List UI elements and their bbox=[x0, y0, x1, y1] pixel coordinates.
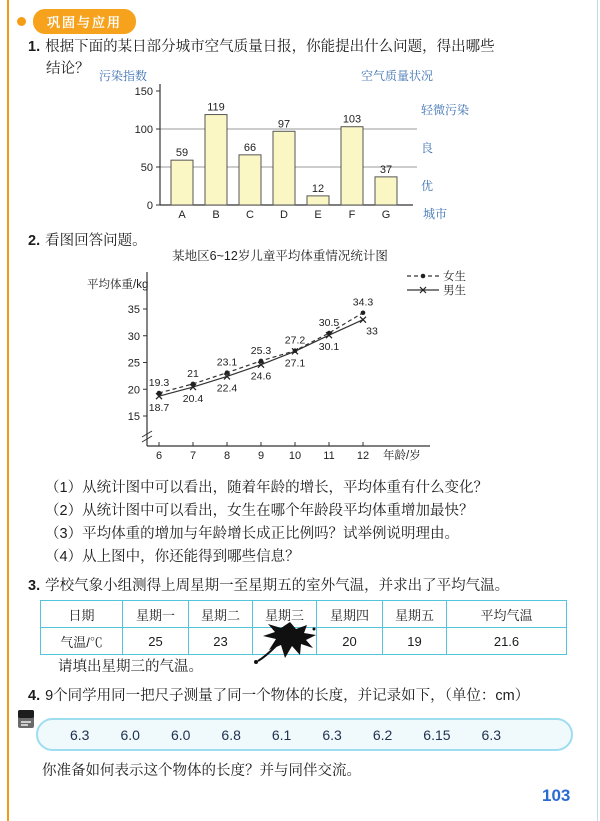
svg-text:30.5: 30.5 bbox=[318, 317, 340, 330]
svg-text:污染指数: 污染指数 bbox=[99, 69, 148, 83]
svg-text:25.3: 25.3 bbox=[250, 344, 272, 357]
svg-text:6: 6 bbox=[155, 450, 163, 462]
measurement-value-9: 6.3 bbox=[481, 726, 501, 743]
question-3-number: 3. bbox=[28, 578, 41, 594]
svg-text:某地区6~12岁儿童平均体重情况统计图: 某地区6~12岁儿童平均体重情况统计图 bbox=[172, 249, 388, 263]
svg-text:34.3: 34.3 bbox=[352, 296, 374, 309]
svg-text:9: 9 bbox=[257, 450, 265, 462]
subquestion-2: （2）从统计图中可以看出，女生在哪个年龄段平均体重增加最快？ bbox=[45, 503, 474, 519]
svg-text:11: 11 bbox=[323, 450, 335, 462]
svg-text:良: 良 bbox=[421, 141, 434, 155]
question-3 bbox=[28, 575, 588, 597]
badge-dot-icon bbox=[17, 17, 26, 26]
header-monday: 星期一 bbox=[123, 601, 189, 628]
svg-text:城市: 城市 bbox=[423, 207, 448, 221]
measurement-value-1: 6.3 bbox=[70, 726, 90, 743]
question-2-number: 2. bbox=[28, 233, 41, 249]
svg-text:23.1: 23.1 bbox=[216, 356, 238, 369]
page-number: 103 bbox=[542, 786, 571, 805]
question-3-text: 学校气象小组测得上周星期一至星期五的室外气温，并求出了平均气温。 bbox=[45, 578, 510, 594]
svg-text:C: C bbox=[246, 209, 254, 221]
subquestion-4: （4）从上图中，你还能得到哪些信息？ bbox=[45, 549, 300, 565]
svg-text:30.1: 30.1 bbox=[318, 341, 340, 354]
measurements-box bbox=[36, 718, 573, 751]
question-1-line2: 结论？ bbox=[46, 61, 90, 77]
measurement-value-8: 6.15 bbox=[423, 726, 451, 743]
question-1-line1: 根据下面的某日部分城市空气质量日报，你能提出什么问题，得出哪些 bbox=[45, 39, 495, 55]
svg-text:G: G bbox=[381, 209, 391, 221]
svg-text:18.7: 18.7 bbox=[148, 402, 170, 415]
svg-text:37: 37 bbox=[379, 163, 393, 176]
margin-picture-icon bbox=[17, 708, 35, 730]
temp-monday: 25 bbox=[123, 628, 189, 655]
section-badge-label: 巩固与应用 bbox=[33, 9, 136, 34]
svg-text:8: 8 bbox=[223, 450, 231, 462]
svg-text:A: A bbox=[178, 209, 186, 221]
svg-text:103: 103 bbox=[342, 113, 362, 126]
svg-text:25: 25 bbox=[127, 357, 140, 370]
svg-text:100: 100 bbox=[134, 124, 153, 136]
svg-text:150: 150 bbox=[134, 86, 153, 98]
svg-text:优: 优 bbox=[421, 179, 434, 193]
question-3-note: 请填出星期三的气温。 bbox=[58, 659, 203, 675]
svg-text:轻微污染: 轻微污染 bbox=[421, 103, 470, 117]
svg-text:空气质量状况: 空气质量状况 bbox=[361, 69, 434, 83]
svg-text:19.3: 19.3 bbox=[148, 376, 170, 389]
air-quality-bar-chart bbox=[95, 66, 475, 226]
svg-text:0: 0 bbox=[146, 200, 153, 212]
header-wednesday: 星期三 bbox=[253, 601, 317, 628]
header-average: 平均气温 bbox=[447, 601, 567, 628]
svg-text:12: 12 bbox=[356, 450, 370, 462]
svg-text:35: 35 bbox=[127, 304, 140, 316]
header-thursday: 星期四 bbox=[317, 601, 383, 628]
svg-text:119: 119 bbox=[207, 101, 225, 114]
svg-text:59: 59 bbox=[175, 147, 189, 160]
svg-text:E: E bbox=[314, 209, 322, 221]
svg-text:12: 12 bbox=[311, 182, 325, 195]
question-4-number: 4. bbox=[28, 688, 41, 704]
svg-text:27.1: 27.1 bbox=[284, 357, 306, 370]
svg-text:平均体重/kg: 平均体重/kg bbox=[87, 279, 149, 291]
question-2-text: 看图回答问题。 bbox=[45, 233, 147, 249]
temp-thursday: 20 bbox=[317, 628, 383, 655]
subquestion-3: （3）平均体重的增加与年龄增长成正比例吗？试举例说明理由。 bbox=[45, 526, 460, 542]
ink-blot bbox=[250, 618, 322, 666]
subquestion-1: （1）从统计图中可以看出，随着年龄的增长，平均体重有什么变化？ bbox=[45, 480, 489, 496]
svg-text:22.4: 22.4 bbox=[216, 382, 238, 395]
header-friday: 星期五 bbox=[383, 601, 447, 628]
svg-text:女生: 女生 bbox=[443, 271, 466, 283]
temp-tuesday: 23 bbox=[189, 628, 253, 655]
question-4-note: 你准备如何表示这个物体的长度？并与同伴交流。 bbox=[42, 763, 361, 779]
svg-text:B: B bbox=[212, 209, 220, 221]
weight-line-chart bbox=[85, 246, 495, 466]
question-1-number: 1. bbox=[28, 39, 41, 55]
question-2-subquestions bbox=[45, 477, 488, 569]
measurement-value-4: 6.8 bbox=[221, 726, 241, 743]
section-badge bbox=[17, 9, 136, 34]
svg-text:20.4: 20.4 bbox=[182, 393, 204, 406]
temp-friday: 19 bbox=[383, 628, 447, 655]
left-margin-line bbox=[7, 0, 9, 821]
svg-text:33: 33 bbox=[366, 325, 378, 338]
svg-text:30: 30 bbox=[127, 330, 140, 343]
svg-text:21: 21 bbox=[187, 367, 199, 380]
svg-text:7: 7 bbox=[189, 450, 197, 462]
question-4-text: 9个同学用同一把尺子测量了同一个物体的长度，并记录如下，（单位：cm） bbox=[45, 688, 530, 704]
svg-text:50: 50 bbox=[140, 162, 153, 174]
row-label-temperature: 气温/℃ bbox=[41, 628, 123, 655]
measurement-value-2: 6.0 bbox=[120, 726, 140, 743]
svg-text:10: 10 bbox=[288, 450, 302, 462]
svg-text:D: D bbox=[280, 209, 288, 221]
svg-text:66: 66 bbox=[243, 141, 257, 154]
temp-average: 21.6 bbox=[447, 628, 567, 655]
svg-text:97: 97 bbox=[277, 118, 291, 131]
measurement-value-7: 6.2 bbox=[372, 726, 393, 743]
measurement-value-5: 6.1 bbox=[271, 726, 292, 743]
svg-text:F: F bbox=[348, 209, 356, 221]
measurement-value-6: 6.3 bbox=[322, 726, 342, 743]
svg-text:24.6: 24.6 bbox=[250, 370, 272, 383]
header-tuesday: 星期二 bbox=[189, 601, 253, 628]
right-margin-line bbox=[597, 0, 599, 821]
measurement-value-3: 6.0 bbox=[170, 726, 191, 743]
question-4 bbox=[28, 685, 588, 707]
svg-text:27.2: 27.2 bbox=[284, 334, 306, 347]
svg-text:男生: 男生 bbox=[443, 285, 466, 297]
svg-text:年龄/岁: 年龄/岁 bbox=[383, 450, 421, 462]
svg-text:20: 20 bbox=[127, 384, 140, 397]
svg-text:15: 15 bbox=[127, 411, 140, 423]
header-date: 日期 bbox=[41, 601, 123, 628]
